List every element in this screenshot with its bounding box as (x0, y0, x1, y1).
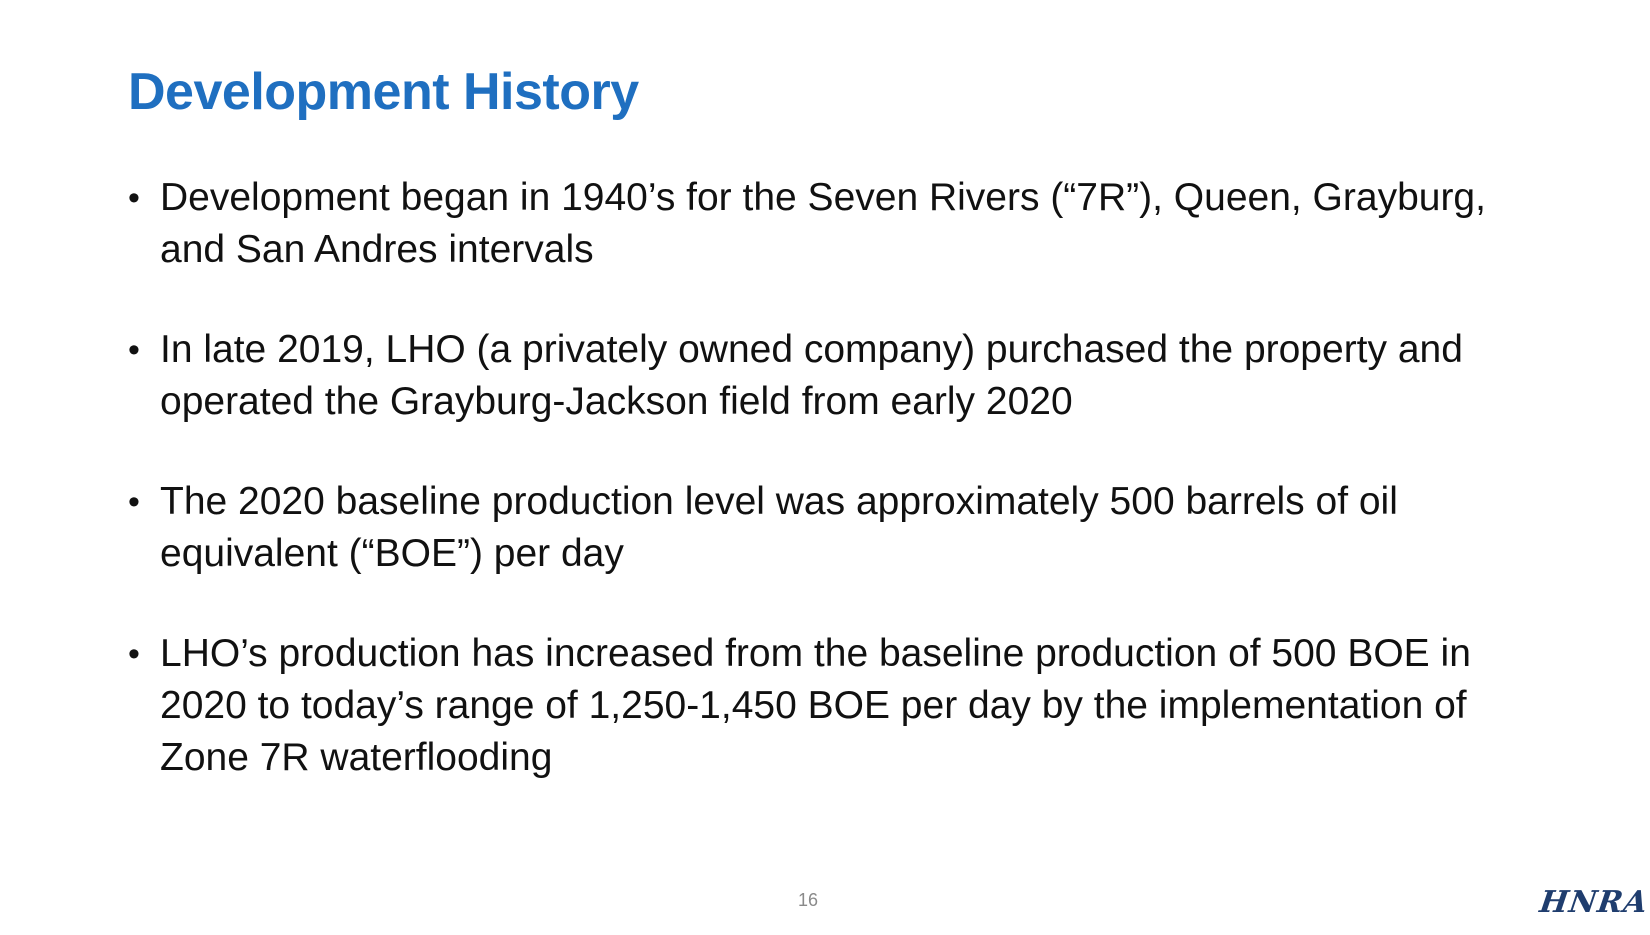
bullet-item (128, 324, 1548, 428)
bullet-list (128, 172, 1548, 832)
bullet-item (128, 172, 1548, 276)
bullet-dot-icon: • (128, 635, 140, 673)
bullet-text: LHO’s production has increased from the baseline production of 500 BOE in 2020 to today’s range of 1,250-1,450 BOE per day by the implementation of Zone 7R waterflooding (160, 632, 1471, 779)
bullet-dot-icon: • (128, 483, 140, 521)
bullet-item (128, 476, 1548, 580)
bullet-text: Development began in 1940’s for the Seven Rivers (“7R”), Queen, Grayburg, and San Andres intervals (160, 176, 1486, 271)
page-number: 16 (797, 890, 819, 910)
bullet-item (128, 628, 1548, 784)
company-logo: HNRA (1537, 885, 1650, 920)
bullet-dot-icon: • (128, 331, 140, 369)
bullet-text: In late 2019, LHO (a privately owned company) purchased the property and operated the Grayburg-Jackson field from early 2020 (160, 328, 1463, 423)
bullet-text: The 2020 baseline production level was approximately 500 barrels of oil equivalent (“BOE”) per day (160, 480, 1398, 575)
bullet-dot-icon: • (128, 179, 140, 217)
slide-title: Development History (128, 63, 639, 121)
